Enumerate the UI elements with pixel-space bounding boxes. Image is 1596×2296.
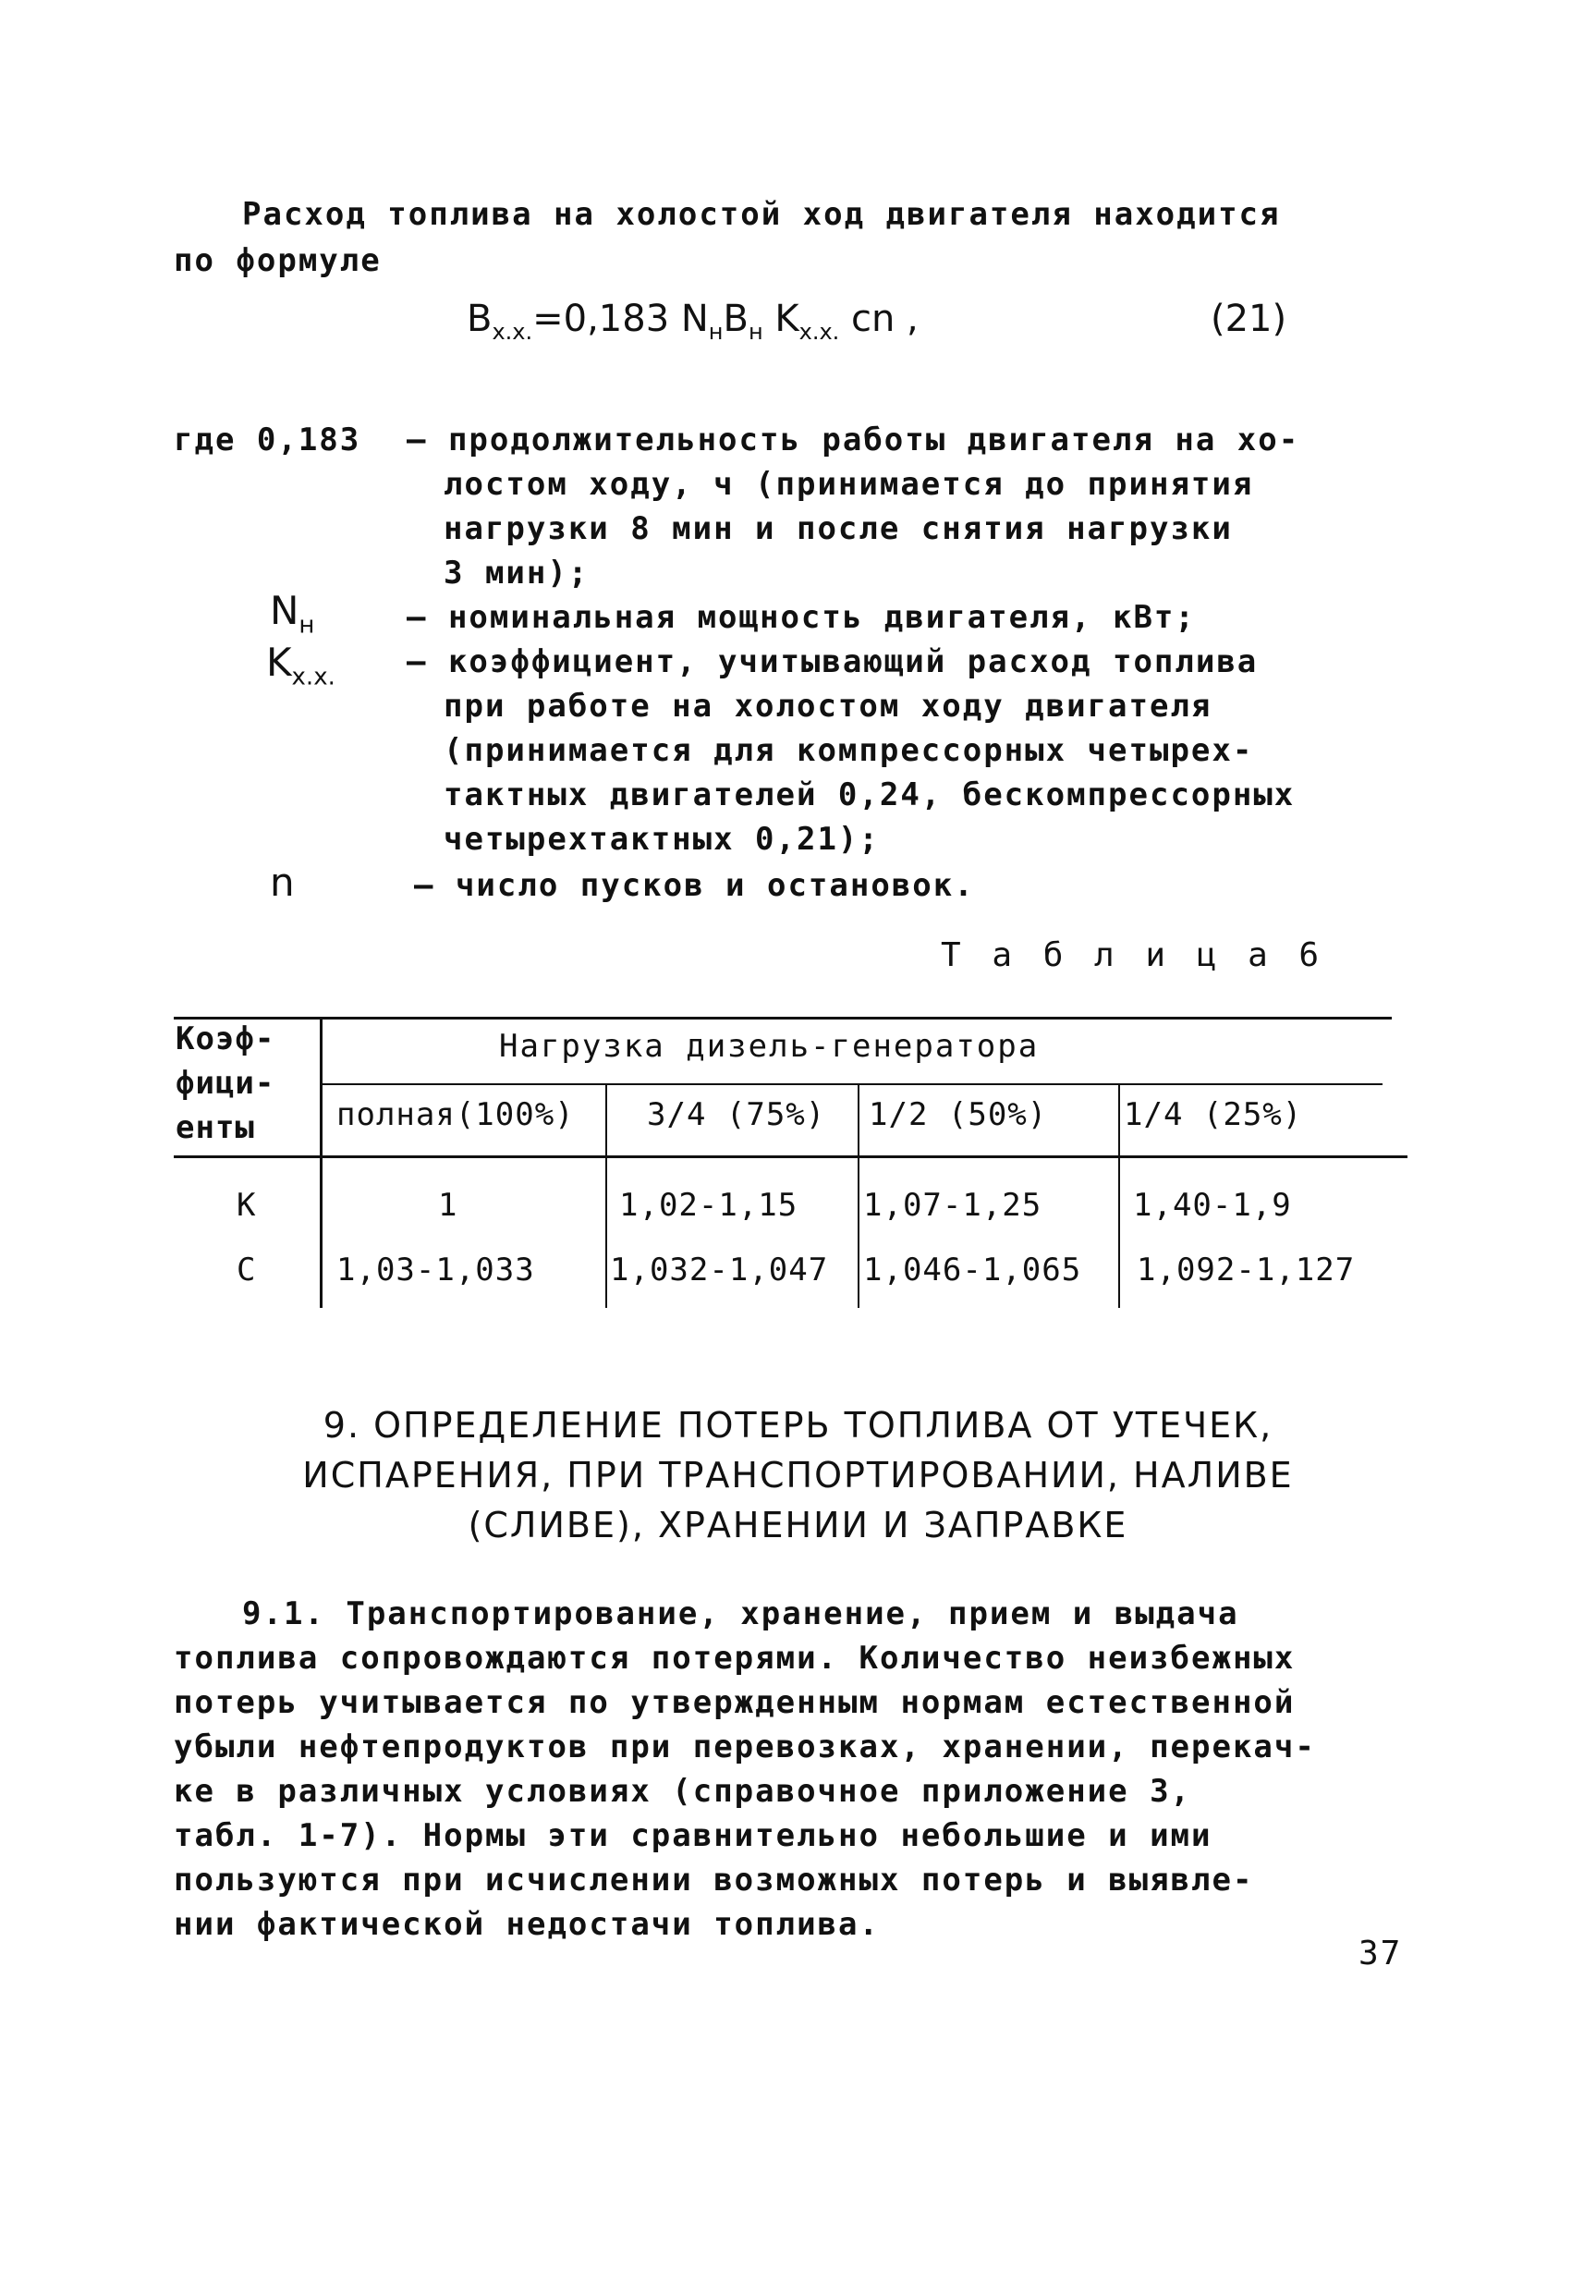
def-text-line: при работе на холостом ходу двигателя xyxy=(444,688,1212,725)
section-heading-line: 9. ОПРЕДЕЛЕНИЕ ПОТЕРЬ ТОПЛИВА ОТ УТЕЧЕК, xyxy=(323,1405,1273,1446)
def-symbol-0183: где 0,183 xyxy=(174,421,361,458)
def-text-line: – продолжительность работы двигателя на хо- xyxy=(407,421,1300,458)
column-header: 3/4 (75%) xyxy=(647,1096,826,1133)
def-text-line: – число пусков и остановок. xyxy=(414,867,975,904)
row-label: K xyxy=(237,1187,257,1224)
def-text-line: четырехтактных 0,21); xyxy=(444,821,880,858)
table-cell: 1,092-1,127 xyxy=(1137,1252,1356,1288)
table-cell: 1,046-1,065 xyxy=(863,1252,1082,1288)
def-text-line: 3 мин); xyxy=(444,555,590,592)
row-header-line: Коэф- xyxy=(176,1020,275,1057)
row-header-line: фици- xyxy=(176,1065,275,1102)
paragraph-line: убыли нефтепродуктов при перевозках, хранении, перекач- xyxy=(174,1728,1316,1765)
paragraph-line: табл. 1-7). Нормы эти сравнительно небольшие и ими xyxy=(174,1817,1212,1854)
def-text-line: – номинальная мощность двигателя, кВт; xyxy=(407,599,1196,636)
column-header: 1/4 (25%) xyxy=(1124,1096,1303,1133)
column-header: полная(100%) xyxy=(336,1096,575,1133)
table-col-line xyxy=(605,1083,607,1308)
paragraph-line: нии фактической недостачи топлива. xyxy=(174,1906,880,1943)
group-header: Нагрузка дизель-генератора xyxy=(499,1028,1040,1065)
def-text-line: (принимается для компрессорных четырех- xyxy=(444,732,1254,769)
def-symbol-n: $N_н$ xyxy=(270,588,315,640)
def-text-line: тактных двигателей 0,24, бескомпрессорных xyxy=(444,776,1296,813)
column-header: 1/2 (50%) xyxy=(869,1096,1048,1133)
section-heading-line: ИСПАРЕНИЯ, ПРИ ТРАНСПОРТИРОВАНИИ, НАЛИВЕ xyxy=(302,1455,1294,1496)
paragraph-line: потерь учитывается по утвержденным нормам естественной xyxy=(174,1684,1296,1721)
table-rule-header xyxy=(174,1155,1407,1158)
table-cell: 1,07-1,25 xyxy=(863,1187,1042,1224)
def-symbol-k: $K_{х.х.}$ xyxy=(266,640,335,691)
def-symbol-n-small: n xyxy=(270,860,295,905)
table-rule-group xyxy=(322,1083,1383,1085)
table-cell: 1 xyxy=(438,1187,458,1224)
intro-line-1: Расход топлива на холостой ход двигателя находится xyxy=(242,196,1281,233)
row-label: C xyxy=(237,1252,257,1288)
table-cell: 1,03-1,033 xyxy=(336,1252,535,1288)
def-text-line: лостом ходу, ч (принимается до принятия xyxy=(444,466,1254,503)
section-heading-line: (СЛИВЕ), ХРАНЕНИИ И ЗАПРАВКЕ xyxy=(468,1505,1128,1545)
intro-line-2: по формуле xyxy=(174,242,382,279)
formula-number: (21) xyxy=(1211,298,1287,340)
table-col-line xyxy=(320,1017,323,1308)
paragraph-line: пользуются при исчислении возможных потерь и выявле- xyxy=(174,1862,1254,1899)
page-number: 37 xyxy=(1358,1935,1403,1972)
def-text-line: – коэффициент, учитывающий расход топлива xyxy=(407,643,1259,680)
table-cell: 1,40-1,9 xyxy=(1133,1187,1292,1224)
table-cell: 1,032-1,047 xyxy=(610,1252,829,1288)
def-text-line: нагрузки 8 мин и после снятия нагрузки xyxy=(444,510,1233,547)
table-caption: Т а б л и ц а 6 xyxy=(941,936,1325,974)
row-header-line: енты xyxy=(176,1109,255,1146)
paragraph-line: 9.1. Транспортирование, хранение, прием и выдача xyxy=(242,1595,1239,1632)
paragraph-line: топлива сопровождаются потерями. Количество неизбежных xyxy=(174,1640,1296,1677)
paragraph-line: ке в различных условиях (справочное приложение 3, xyxy=(174,1773,1192,1810)
table-col-line xyxy=(858,1083,859,1308)
table-col-line xyxy=(1118,1083,1120,1308)
table-cell: 1,02-1,15 xyxy=(619,1187,798,1224)
table-rule-top xyxy=(174,1017,1392,1020)
formula: $B_{х.х.}=0,183$ $N_нB_н$ $K_{х.х.}$ cn , xyxy=(467,298,919,345)
